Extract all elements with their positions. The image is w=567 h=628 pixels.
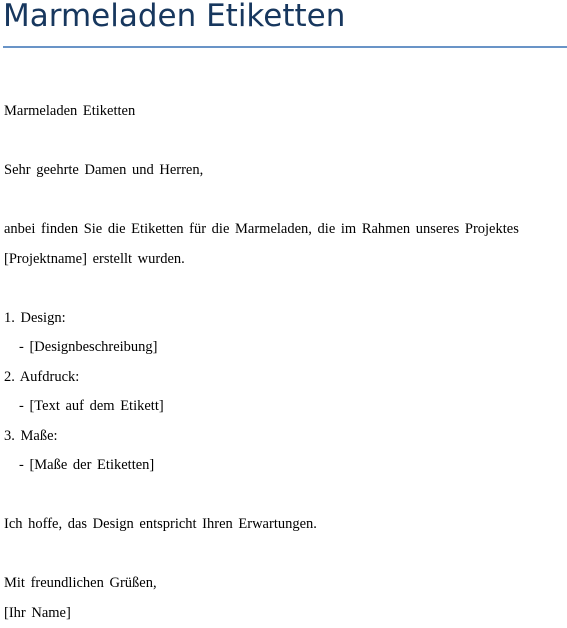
document-heading: Marmeladen Etiketten	[3, 0, 345, 36]
intro-paragraph-line-1: anbei finden Sie die Etiketten für die Marmeladen, die im Rahmen unseres Projektes	[4, 215, 564, 245]
blank-line	[4, 127, 564, 157]
blank-line	[4, 540, 564, 570]
salutation: Sehr geehrte Damen und Herren,	[4, 156, 564, 186]
closing-sentence: Ich hoffe, das Design entspricht Ihren Erwartungen.	[4, 510, 564, 540]
sign-off: Mit freundlichen Grüßen,	[4, 569, 564, 599]
heading-underline	[3, 46, 567, 48]
blank-line	[4, 481, 564, 511]
list-item-detail: - [Maße der Etiketten]	[4, 451, 564, 481]
list-item-detail: - [Designbeschreibung]	[4, 333, 564, 363]
document-body	[4, 97, 564, 628]
signature-name: [Ihr Name]	[4, 599, 564, 628]
list-item-label: 2. Aufdruck:	[4, 363, 564, 393]
list-item-label: 3. Maße:	[4, 422, 564, 452]
blank-line	[4, 186, 564, 216]
list-item-detail: - [Text auf dem Etikett]	[4, 392, 564, 422]
blank-line	[4, 274, 564, 304]
subject-line: Marmeladen Etiketten	[4, 97, 564, 127]
intro-paragraph-line-2: [Projektname] erstellt wurden.	[4, 245, 564, 275]
list-item-label: 1. Design:	[4, 304, 564, 334]
